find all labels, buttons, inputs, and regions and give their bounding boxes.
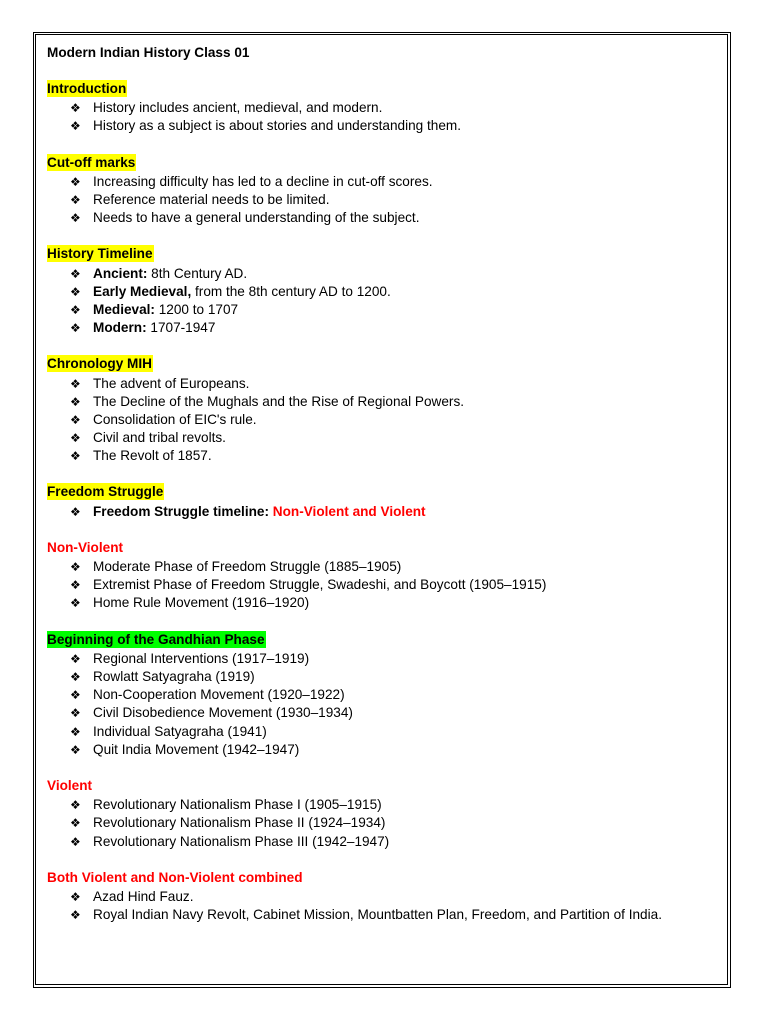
bullet-list — [47, 503, 727, 521]
four-diamond-bullet-icon: ❖ — [70, 302, 81, 317]
four-diamond-bullet-icon: ❖ — [70, 266, 81, 281]
four-diamond-bullet-icon: ❖ — [70, 798, 81, 813]
sections-container — [47, 80, 727, 924]
four-diamond-bullet-icon: ❖ — [70, 889, 81, 904]
item-text: Reference material needs to be limited. — [93, 191, 330, 207]
bullet-list — [47, 375, 727, 466]
item-text: Civil Disobedience Movement (1930–1934) — [93, 705, 353, 721]
bullet-list — [47, 888, 727, 924]
item-text: Home Rule Movement (1916–1920) — [93, 595, 310, 611]
four-diamond-bullet-icon: ❖ — [70, 504, 81, 519]
four-diamond-bullet-icon: ❖ — [70, 211, 81, 226]
item-text: History as a subject is about stories and understanding them. — [93, 118, 461, 134]
list-item — [47, 558, 727, 576]
section — [47, 80, 727, 136]
list-item — [47, 906, 727, 924]
bullet-list — [47, 265, 727, 338]
four-diamond-bullet-icon: ❖ — [70, 449, 81, 464]
item-label: Medieval: — [93, 301, 155, 317]
list-item — [47, 686, 727, 704]
section — [47, 355, 727, 465]
item-text: Rowlatt Satyagraha (1919) — [93, 668, 255, 684]
list-item — [47, 576, 727, 594]
list-item — [47, 265, 727, 283]
list-item — [47, 429, 727, 447]
list-item — [47, 704, 727, 722]
item-text: Revolutionary Nationalism Phase I (1905–1915) — [93, 797, 382, 813]
four-diamond-bullet-icon: ❖ — [70, 174, 81, 189]
section — [47, 869, 727, 925]
list-item — [47, 191, 727, 209]
list-item — [47, 393, 727, 411]
bullet-list — [47, 650, 727, 759]
list-item — [47, 796, 727, 814]
section-heading: Cut-off marks — [47, 154, 136, 170]
list-item — [47, 117, 727, 135]
item-text: The Decline of the Mughals and the Rise of Regional Powers. — [93, 393, 465, 409]
bullet-list — [47, 558, 727, 613]
four-diamond-bullet-icon: ❖ — [70, 816, 81, 831]
list-item — [47, 209, 727, 227]
four-diamond-bullet-icon: ❖ — [70, 101, 81, 116]
four-diamond-bullet-icon: ❖ — [70, 688, 81, 703]
section — [47, 539, 727, 613]
section-heading: Violent — [47, 777, 93, 793]
section-heading: Both Violent and Non-Violent combined — [47, 869, 303, 885]
item-text: Consolidation of EIC's rule. — [93, 411, 257, 427]
four-diamond-bullet-icon: ❖ — [70, 669, 81, 684]
item-text: Moderate Phase of Freedom Struggle (1885–1905) — [93, 559, 402, 575]
item-accent-text: Non-Violent and Violent — [269, 503, 426, 519]
item-text: Extremist Phase of Freedom Struggle, Swadeshi, and Boycott (1905–1915) — [93, 577, 547, 593]
item-text: The advent of Europeans. — [93, 375, 250, 391]
item-label: Early Medieval, — [93, 283, 192, 299]
four-diamond-bullet-icon: ❖ — [70, 376, 81, 391]
item-text: Regional Interventions (1917–1919) — [93, 650, 310, 666]
list-item — [47, 833, 727, 851]
section — [47, 483, 727, 520]
list-item — [47, 447, 727, 465]
list-item — [47, 301, 727, 319]
item-text: Increasing difficulty has led to a decline in cut-off scores. — [93, 173, 433, 189]
item-text: Azad Hind Fauz. — [93, 888, 194, 904]
item-text: Revolutionary Nationalism Phase II (1924–1934) — [93, 815, 386, 831]
four-diamond-bullet-icon: ❖ — [70, 412, 81, 427]
item-text: 1200 to 1707 — [154, 301, 239, 317]
four-diamond-bullet-icon: ❖ — [70, 394, 81, 409]
bullet-list — [47, 796, 727, 851]
four-diamond-bullet-icon: ❖ — [70, 742, 81, 757]
four-diamond-bullet-icon: ❖ — [70, 119, 81, 134]
item-label: Modern: — [93, 320, 147, 336]
item-text: 8th Century AD. — [147, 265, 248, 281]
bullet-list — [47, 99, 727, 135]
four-diamond-bullet-icon: ❖ — [70, 908, 81, 923]
item-label: Freedom Struggle timeline: — [93, 503, 269, 519]
list-item — [47, 283, 727, 301]
section-heading: Non-Violent — [47, 539, 124, 555]
list-item — [47, 594, 727, 612]
list-item — [47, 375, 727, 393]
list-item — [47, 173, 727, 191]
section-heading: Introduction — [47, 81, 127, 96]
four-diamond-bullet-icon: ❖ — [70, 724, 81, 739]
four-diamond-bullet-icon: ❖ — [70, 651, 81, 666]
list-item — [47, 650, 727, 668]
four-diamond-bullet-icon: ❖ — [70, 560, 81, 575]
list-item — [47, 888, 727, 906]
section-heading: History Timeline — [47, 246, 153, 262]
four-diamond-bullet-icon: ❖ — [70, 431, 81, 446]
list-item — [47, 503, 727, 521]
item-text: Needs to have a general understanding of the subject. — [93, 210, 420, 226]
section-heading: Beginning of the Gandhian Phase — [47, 631, 265, 647]
section — [47, 154, 727, 228]
four-diamond-bullet-icon: ❖ — [70, 834, 81, 849]
list-item — [47, 99, 727, 117]
item-text: The Revolt of 1857. — [93, 448, 212, 464]
section-heading: Chronology MIH — [47, 356, 152, 372]
four-diamond-bullet-icon: ❖ — [70, 578, 81, 593]
section — [47, 631, 727, 759]
section — [47, 777, 727, 851]
four-diamond-bullet-icon: ❖ — [70, 321, 81, 336]
four-diamond-bullet-icon: ❖ — [70, 284, 81, 299]
list-item — [47, 319, 727, 337]
item-label: Ancient: — [93, 265, 148, 281]
document-body — [47, 44, 727, 924]
list-item — [47, 814, 727, 832]
four-diamond-bullet-icon: ❖ — [70, 596, 81, 611]
list-item — [47, 411, 727, 429]
list-item — [47, 723, 727, 741]
item-text: Quit India Movement (1942–1947) — [93, 741, 300, 757]
item-text: from the 8th century AD to 1200. — [191, 283, 391, 299]
item-text: 1707-1947 — [146, 320, 216, 336]
four-diamond-bullet-icon: ❖ — [70, 706, 81, 721]
section — [47, 245, 727, 337]
item-text: Civil and tribal revolts. — [93, 430, 226, 446]
section-heading: Freedom Struggle — [47, 484, 164, 500]
item-text: Revolutionary Nationalism Phase III (1942–1947) — [93, 833, 390, 849]
item-text: History includes ancient, medieval, and modern. — [93, 100, 383, 116]
list-item — [47, 668, 727, 686]
item-text: Royal Indian Navy Revolt, Cabinet Mission, Mountbatten Plan, Freedom, and Partition of India. — [93, 907, 662, 923]
list-item — [47, 741, 727, 759]
item-text: Individual Satyagraha (1941) — [93, 723, 267, 739]
document-title: Modern Indian History Class 01 — [47, 45, 250, 60]
bullet-list — [47, 173, 727, 228]
item-text: Non-Cooperation Movement (1920–1922) — [93, 687, 345, 703]
four-diamond-bullet-icon: ❖ — [70, 192, 81, 207]
